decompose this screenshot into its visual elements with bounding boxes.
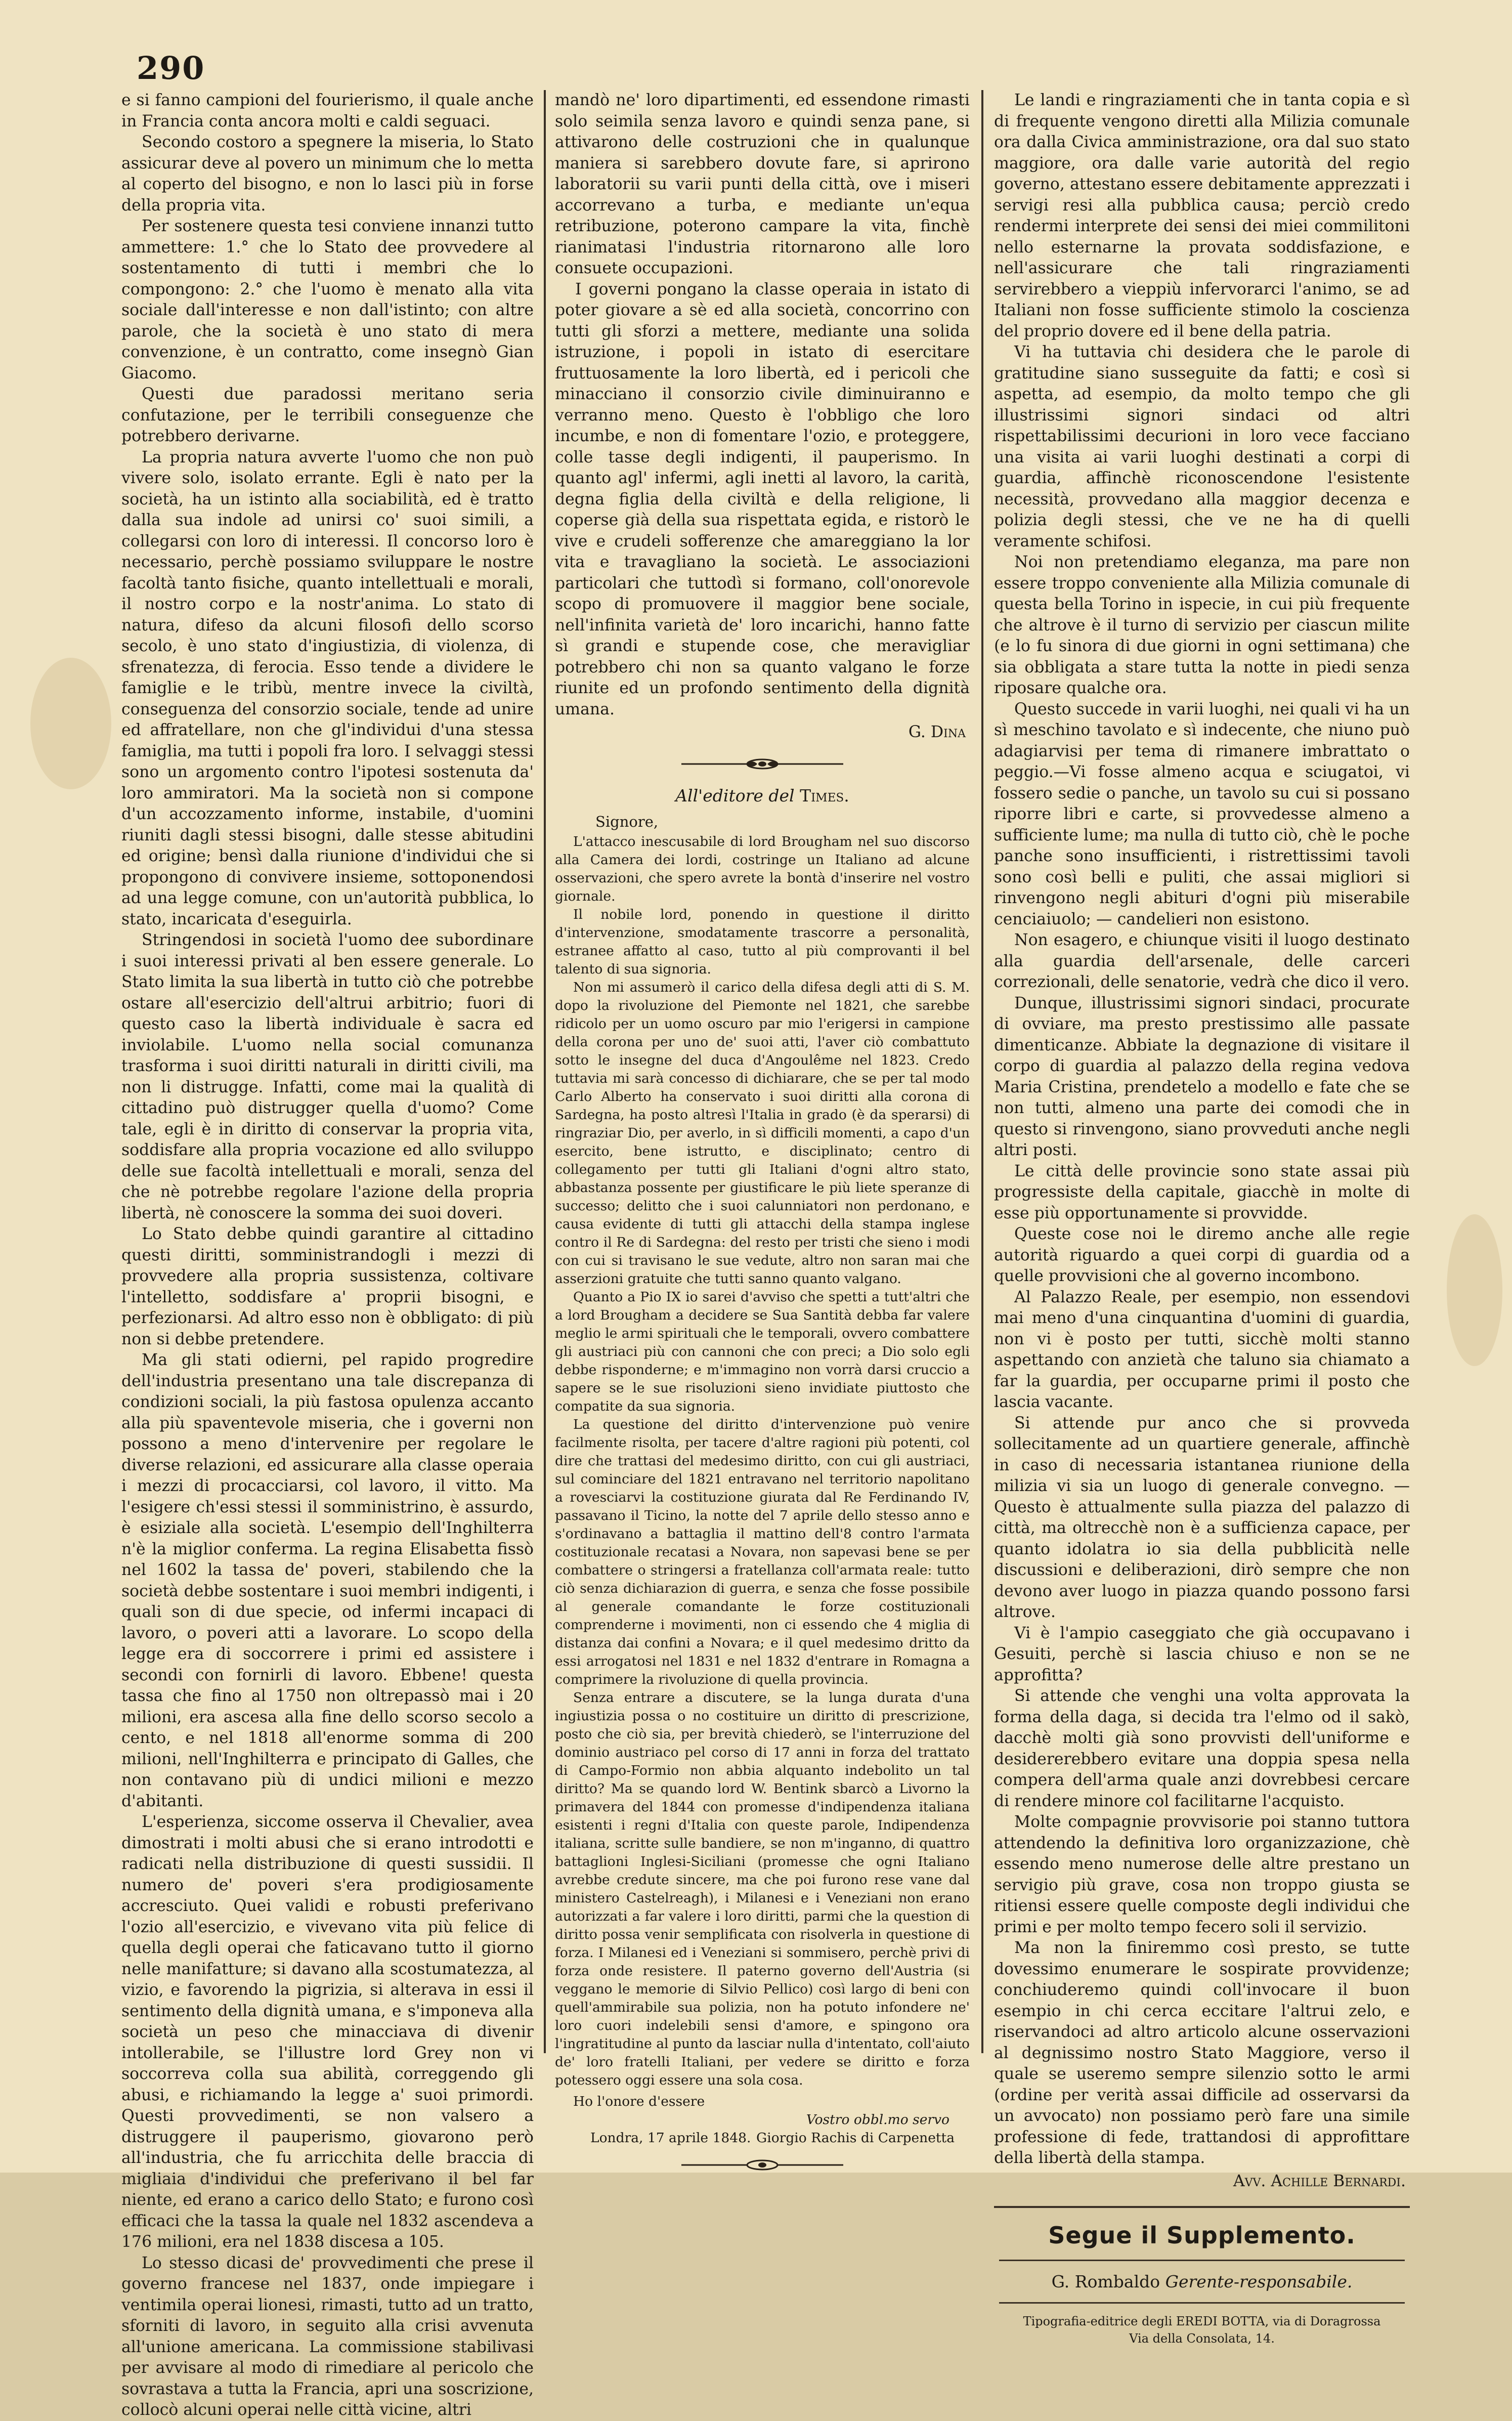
printer-line: Tipografia-editrice degli EREDI BOTTA, via di Doragrossa (1023, 2314, 1381, 2328)
paragraph: Vi ha tuttavia chi desidera che le parole di gratitudine siano susseguite da fatti; e così si aspetta, ad esempio, da molto tempo che gli illustrissimi signori sindaci od altri rispettabilissimi decurioni in loro vece facciano una visita ai varii luoghi destinati a corpi di guardia, affinchè riconoscendone l'esistente necessità, provvedano alla maggior decenza e polizia degli stessi, che ve ne ha di quelli veramente schifosi. (994, 343, 1410, 550)
printer-address: Via della Consolata, 14. (1129, 2331, 1275, 2346)
letter-heading-name: Times. (800, 786, 849, 805)
paragraph: Secondo costoro a spegnere la miseria, lo Stato assicurar deve al povero un minimum che lo metta al coperto del bisogno, e non lo lasci più in forse della propria vita. (121, 133, 534, 215)
paragraph: Lo stesso dicasi de' provvedimenti che prese il governo francese nel 1837, onde impiegare i ventimila operai lionesi, rimasti, tutto ad un tratto, sforniti di lavoro, in seguito alla crisi avvenuta all'unione americana. La commissione stabilivasi per avvisare al modo di rimediare al pericolo che sovrastava a tutta la Francia, apri una soscrizione, collocò alcuni operai nelle città vicine, altri (121, 2254, 534, 2419)
author-signature: Avv. Achille Bernardi. (1233, 2172, 1406, 2190)
letter-body (555, 813, 970, 2147)
article-column-2 (555, 90, 970, 2146)
article-column-1 (121, 90, 534, 2419)
letter-closing-formula: Vostro obbl.mo servo (806, 2111, 949, 2128)
letter-author: Giorgio Rachis di Carpenetta (756, 2130, 955, 2146)
letter-paragraph: L'attacco inescusabile di lord Brougham nel suo discorso alla Camera dei lordi, costringe un Italiano ad alcune osservazioni, che spero avrete la bontà d'inserire nel vostro giornale. (555, 833, 970, 904)
paragraph: Queste cose noi le diremo anche alle regie autorità riguardo a quei corpi di guardia od a quelle provvisioni che al governo incombono. (994, 1225, 1410, 1285)
paper-stain (30, 658, 111, 789)
letter-paragraph: Il nobile lord, ponendo in questione il diritto d'intervenzione, smodatamente trascorre a personalità, estranee affatto al caso, tutto al più comprovanti il bel talento di sua signoria. (555, 906, 970, 977)
letter-heading (555, 785, 970, 806)
decorative-flourish-icon (555, 755, 970, 777)
paragraph: Si attende che venghi una volta approvata la forma della daga, si decida tra l'elmo od il sakò, dacchè molti già sono provvisti dell'uniforme e desidererebbero evitare una doppia spesa nella compera dell'arma quale anzi dovrebbesi cercare di rendere minore col facilitarne l'acquisto. (994, 1687, 1410, 1810)
printer-imprint (994, 2313, 1410, 2347)
paragraph: Vi è l'ampio caseggiato che già occupavano i Gesuiti, perchè si lascia chiuso e non se ne approfitta? (994, 1624, 1410, 1684)
paragraph: Le città delle provincie sono state assai più progressiste della capitale, giacchè in molte di esse più opportunamente si provvidde. (994, 1162, 1410, 1222)
letter-heading-prefix: All'editore del (675, 786, 795, 805)
paragraph: Ma gli stati odierni, pel rapido progredire dell'industria presentano una tale discrepanza di condizioni sociali, la più fastosa opulenza accanto alla più spaventevole miseria, che i governi non possono a meno d'intervenire per regolare le diverse relazioni, ed assicurare alla classe operaia i mezzi di procacciarsi, col lavoro, il vitto. Ma l'esigere ch'essi stessi il somministrino, è assurdo, è esiziale alla società. L'esempio dell'Inghilterra n'è la miglior conferma. La regina Elisabetta fissò nel 1602 la tassa de' poveri, stabilendo che la società debbe sostentare i suoi membri indigenti, i quali son di due specie, od infermi incapaci di lavoro, o poveri atti a lavorare. Lo scopo della legge era di soccorrere i primi ed assistere i secondi con fornirli di lavoro. Ebbene! questa tassa che fino al 1750 non oltrepassò mai i 20 milioni, era ascesa alla fine dello scorso secolo a cento, e nel 1818 all'enorme somma di 200 milioni, nell'Inghilterra e principato di Galles, che non contavano più di undici milioni e mezzo d'abitanti. (121, 1351, 534, 1810)
paragraph: e si fanno campioni del fourierismo, il quale anche in Francia conta ancora molti e caldi seguaci. (121, 91, 534, 131)
paragraph: La propria natura avverte l'uomo che non può vivere solo, isolato errante. Egli è nato per la società, ha un istinto alla sociabilità, ed è tratto dalla sua indole ad unirsi co' suoi simili, a collegarsi con loro di interessi. Il concorso loro è necessario, perchè possiamo sviluppare le nostre facoltà tanto fisiche, quanto intellettuali e morali, il nostro corpo e la nostr'anima. Lo stato di natura, difeso da alcuni filosofi dello scorso secolo, è uno stato d'ingiustizia, di violenza, di sfrenatezza, di ferocia. Esso tende a dividere le famiglie e le tribù, mentre invece la civiltà, conseguenza del consorzio sociale, tende ad unire ed affratellare, non che gl'individui d'una stessa famiglia, ma tutti i popoli fra loro. I selvaggi stessi sono un argomento contro l'ipotesi sostenuta da' loro ammiratori. Ma la società non si compone d'un accozzamento informe, instabile, d'uomini riuniti dagli stessi bisogni, dalle stesse abitudini ed origine; bensì dalla riunione d'individui che si propongono di convivere insieme, sottoponendosi ad una legge comune, con un'autorità pubblica, lo stato, incaricata d'eseguirla. (121, 448, 534, 928)
paragraph: mandò ne' loro dipartimenti, ed essendone rimasti solo seimila senza lavoro e quindi senza pane, si attivarono delle costruzioni che in qualunque maniera si sarebbero dovute fare, si aprirono laboratorii su varii punti della città, ove i miseri accorrevano a turba, e mediante un'equa retribuzione, poterono campare la vita, finchè rianimatasi l'industria ritornarono alle loro consuete occupazioni. (555, 91, 970, 277)
manager-role: Gerente-responsabile. (1165, 2271, 1353, 2291)
paragraph: I governi pongano la classe operaia in istato di poter giovare a sè ed alla società, concorrino con tutti gli sforzi a mettere, mediante una solida istruzione, i popoli in istato di esercitare fruttuosamente la loro libertà, ed i pericoli che minacciano il consorzio civile diminuiranno e verranno meno. Questo è l'obbligo che loro incumbe, e non di fomentare l'ozio, e proteggere, colle tasse degli indigenti, il pauperismo. In quanto agl' infermi, agli inetti al lavoro, la carità, degna figlia della civiltà e della religione, li coperse già della sua rispettata egida, e ristorò le vive e crudeli sofferenze che amareggiano la lor vita e travagliano la società. Le associazioni particolari che tuttodì si formano, coll'onorevole scopo di promuovere il maggior bene sociale, nell'infinita varietà de' loro incarichi, hanno fatte sì grandi e stupende cose, che meravigliar potrebbero chi non sa quanto valgano le forze riunite ed un profondo sentimento della dignità umana. (555, 280, 970, 718)
letter-paragraph: La questione del diritto d'intervenzione può venire facilmente risolta, per tacere d'altre ragioni più potenti, col dire che trattasi del medesimo diritto, con cui gli austriaci, sul cominciare del 1821 entravano nel territorio napolitano a rovesciarvi la costituzione giurata dal Re Ferdinando IV, passavano il Ticino, la notte del 7 aprile dello stesso anno e s'ordinavano a battaglia il mattino dell'8 contro l'armata costituzionale recatasi a Novara, non sapevasi bene se per combattere o stringersi a fratellanza coll'armata reale: tutto ciò senza dichiarazion di guerra, e senza che fosse possibile al generale comandante le forze costituzionali comprenderne i movimenti, non ci essendo che 4 miglia di distanza dai confini a Novara; e il quel medesimo dritto da essi arrogatosi nel 1831 e nel 1832 d'entrare in Romagna a comprimere la rivoluzione di quella provincia. (555, 1416, 970, 1687)
paragraph: Stringendosi in società l'uomo dee subordinare i suoi interessi privati al ben essere generale. Lo Stato limita la sua libertà in tutto ciò che potrebbe ostare all'esercizio dell'altrui arbitrio; fuori di questo caso la libertà individuale è sacra ed inviolabile. L'uomo nella social comunanza trasforma i suoi diritti naturali in diritti civili, ma non li distrugge. Infatti, come mai la qualità di cittadino può distrugger quella d'uomo? Come tale, egli è in diritto di conservar la propria vita, soddisfare alla propria vocazione ed allo sviluppo delle sue facoltà intellettuali e morali, senza del che nè potrebbe regolare l'azione della propria libertà, nè conoscere la somma dei suoi doveri. (121, 931, 534, 1222)
paragraph: Le landi e ringraziamenti che in tanta copia e sì di frequente vengono diretti alla Milizia comunale ora dalla Civica amministrazione, ora dal suo stato maggiore, ora dalle varie autorità del regio governo, attestano essere debitamente apprezzati i servigi resi alla pubblica causa; perciò credo rendermi interprete dei sensi dei miei commilitoni nello esternarne la provata soddisfazione, e nell'assicurare che tali ringraziamenti servirebbero a vieppiù infervorarci l'animo, se ad Italiani non fosse sufficiente stimolo la coscienza del proprio dovere ed il bene della patria. (994, 91, 1410, 341)
column-divider (544, 90, 546, 2053)
paragraph: Ma non la finiremmo così presto, se tutte dovessimo enumerare le sospirate provvidenze; conchiuderemo quindi coll'invocare il buon esempio in chi cerca eccitare l'altrui zelo, e riservandoci ad altro articolo alcune osservazioni al degnissimo nostro Stato Maggiore, verso il quale se useremo sempre silenzio sotto le armi (ordine per verità assai difficile ad osservarsi da un avvocato) non possiamo però fare una simile professione di fede, trattandosi di approfittare della libertà della stampa. (994, 1939, 1410, 2167)
section-divider (999, 2302, 1405, 2304)
manager-name: G. Rombaldo (1051, 2271, 1160, 2291)
column-divider (981, 90, 983, 2053)
page-number: 290 (137, 50, 205, 87)
paragraph: Si attende pur anco che si provveda sollecitamente ad un quartiere generale, affinchè in caso di necessaria istantanea riunione della milizia vi sia un luogo di generale convegno. — Questo è attualmente sulla piazza del palazzo di città, ma oltrecchè non è a sufficienza capace, per quanto idolatra io sia della pubblicità nelle discussioni e deliberazioni, dirò sempre che non devono aver luogo in piazza quando possono farsi altrove. (994, 1414, 1410, 1621)
author-signature: G. Dina (908, 723, 966, 741)
paragraph: Questi due paradossi meritano seria confutazione, per le terribili conseguenze che potrebbero derivarne. (121, 385, 534, 445)
paragraph: Molte compagnie provvisorie poi stanno tuttora attendendo la definitiva loro organizzazione, chè essendo meno numerose delle altre prestano un servigio più grave, cosa non troppo giusta se ritiensi essere quelle composte degli individui che primi e per molto tempo fecero soli il servizio. (994, 1813, 1410, 1936)
paragraph: Questo succede in varii luoghi, nei quali vi ha un sì meschino tavolato e sì indecente, che niuno può adagiarvisi per tema di rimanere imbrattato o peggio.—Vi fosse almeno acqua e sciugatoi, vi fossero sedie o panche, un tavolo su cui si possano riporre libri e carte, si provvedesse almeno a sufficiente lume; ma nulla di tutto ciò, chè le poche panche sono insufficienti, i ristrettissimi tavoli sono così belli e puliti, che assai migliori si rinvengono negli abituri d'ogni più miserabile cenciaiuolo; — candelieri non esistono. (994, 700, 1410, 928)
paragraph: Al Palazzo Reale, per esempio, non essendovi mai meno d'una cinquantina d'uomini di guardia, non vi è posto per tutti, sicchè molti stanno aspettando con anzietà che taluno sia chiamato a far la guardia, per occuparne primi il posto che lascia vacante. (994, 1288, 1410, 1411)
letter-sign-off (555, 2129, 970, 2147)
paragraph: Lo Stato debbe quindi garantire al cittadino questi diritti, somministrandogli i mezzi di provvedere alla propria sussistenza, coltivare l'intelletto, soddisfare a' proprii bisogni, e perfezionarsi. Ad altro esso non è obbligato: di più non si debbe pretendere. (121, 1225, 534, 1348)
paragraph: Dunque, illustrissimi signori sindaci, procurate di ovviare, ma presto prestissimo alle passate dimenticanze. Abbiate la degnazione di visitare il corpo di guardia al palazzo della regina vedova Maria Cristina, prendetelo a modello e fate che se non tutti, almeno una parte dei comodi che in questo si rinvengono, siano provveduti anche negli altri posti. (994, 994, 1410, 1159)
paragraph: Non esagero, e chiunque visiti il luogo destinato alla guardia dell'arsenale, delle carceri correzionali, delle senatorie, vedrà che dico il vero. (994, 931, 1410, 991)
supplement-banner: Segue il Supplemento. (1048, 2222, 1356, 2249)
manager-line (994, 2271, 1410, 2292)
paper-stain (1447, 1214, 1502, 1366)
article-column-3 (994, 90, 1410, 2346)
decorative-flourish-icon (555, 2156, 970, 2178)
letter-paragraph: Quanto a Pio IX io sarei d'avviso che spetti a tutt'altri che a lord Brougham a decidere se Sua Santità debba far valere meglio le armi spirituali che le temporali, ovvero combattere gli austriaci più con cannoni che con preci; a Dio solo egli debbe risponderne; e m'immagino non vorrà darsi cruccio a sapere se le sue risoluzioni sieno invidiate piuttosto che compatite da sua signoria. (555, 1289, 970, 1414)
letter-paragraph: Senza entrare a discutere, se la lunga durata d'una ingiustizia possa o no costituire un diritto di prescrizione, posto che ciò sia, per brevità chiederò, se l'interruzione del dominio austriaco pel corso di 17 anni in forza del trattato di Campo-Formio non abbia alquanto indebolito un tal diritto? Ma se quando lord W. Bentink sbarcò a Livorno la primavera del 1844 con promesse d'indipendenza italiana esistenti i regni d'Italia con queste parole, Indipendenza italiana, scritte sulle bandiere, se non m'inganno, di quattro battaglioni Inglesi-Siciliani (promesse che ogni Italiano avrebbe credute sincere, ma che poi furono rese vane dal ministero Castelreagh), i Milanesi e i Veneziani non erano autorizzati a far valere i loro diritti, parmi che la question di diritto possa venir semplificata con risolverla in questione di forza. I Milanesi ed i Veneziani si sommisero, perchè privi di forza onde resistere. Il paterno governo dell'Austria (si veggano le memorie di Silvio Pellico) così largo di beni con quell'ammirabile sua polizia, non ha potuto infondere ne' loro cuori indelebili sensi d'amore, e spingono ora l'ingratitudine al punto da lasciar nulla d'intentato, coll'aiuto de' loro fratelli Italiani, per vedere se diritto e forza potessero oggi essere una sola cosa. (555, 1689, 970, 2088)
letter-paragraph: Non mi assumerò il carico della difesa degli atti di S. M. dopo la rivoluzione del Piemonte nel 1821, che sarebbe ridicolo per un uomo oscuro par mio l'erigersi in campione della corona per uno de' suoi atti, l'aver ciò combattuto sotto le insegne del duca d'Angoulême nel 1823. Credo tuttavia mi sarà concesso di dichiarare, che se per tal modo Carlo Alberto ha conservato i suoi diritti alla corona di Sardegna, ha posto altresì l'Italia in grado (è da sperarsi) di ringraziar Dio, per averlo, in sì difficili momenti, a capo d'un esercito, bene istrutto, e disciplinato; centro di collegamento per tutti gli Italiani d'ogni altro stato, abbastanza possente per giustificare le più liete speranze di successo; delitto che i suoi calunniatori non perdonano, e causa evidente di tutti gli attacchi della stampa inglese contro il Re di Sardegna: del resto per tristi che sieno i modi con cui si travisano le sue vedute, altro non saran mai che asserzioni gratuite che tutti sanno quanto valgano. (555, 979, 970, 1287)
paragraph: Per sostenere questa tesi conviene innanzi tutto ammettere: 1.° che lo Stato dee provvedere al sostentamento di tutti i membri che lo compongono: 2.° che l'uomo è menato alla vita sociale dall'interesse e non dall'istinto; con altre parole, che la società è uno stato di mera convenzione, è un contratto, come insegnò Gian Giacomo. (121, 217, 534, 383)
letter-closing: Ho l'onore d'essere (573, 2093, 705, 2109)
paragraph: L'esperienza, siccome osserva il Chevalier, avea dimostrati i molti abusi che si erano introdotti e radicati nella distribuzione di questi sussidii. Il numero de' poveri s'era prodigiosamente accresciuto. Quei validi e robusti preferivano l'ozio all'esercizio, e vivevano vita più felice di quella degli operai che faticavano tutto il giorno nelle manifatture; si davano alla scostumatezza, al vizio, e favorendo la pigrizia, si alterava in essi il sentimento della dignità umana, e s'imponeva alla società un peso che minacciava di divenir intollerabile, se l'illustre lord Grey non vi soccorreva colla sua abilità, correggendo gli abusi, e richiamando la legge a' suoi primordi. Questi provvedimenti, se non valsero a distruggere il pauperismo, giovarono però all'industria, che fu arricchita delle braccia di migliaia d'individui che preferivano il bel far niente, ed erano a carico dello Stato; e furono così efficaci che la tassa la quale nel 1832 ascendeva a 176 milioni, era nel 1838 discesa a 105. (121, 1813, 534, 2251)
letter-place-date: Londra, 17 aprile 1848. (590, 2130, 751, 2146)
paragraph: Noi non pretendiamo eleganza, ma pare non essere troppo conveniente alla Milizia comunale di questa bella Torino in ispecie, in cui più frequente che altrove è il turno di servizio per ciascun milite (e lo fu sinora di due giorni in ogni settimana) che sia obbligata a stare tutta la notte in piedi senza riposare qualche ora. (994, 553, 1410, 697)
section-divider (994, 2206, 1410, 2208)
letter-salutation: Signore, (595, 813, 659, 830)
section-divider (999, 2260, 1405, 2261)
